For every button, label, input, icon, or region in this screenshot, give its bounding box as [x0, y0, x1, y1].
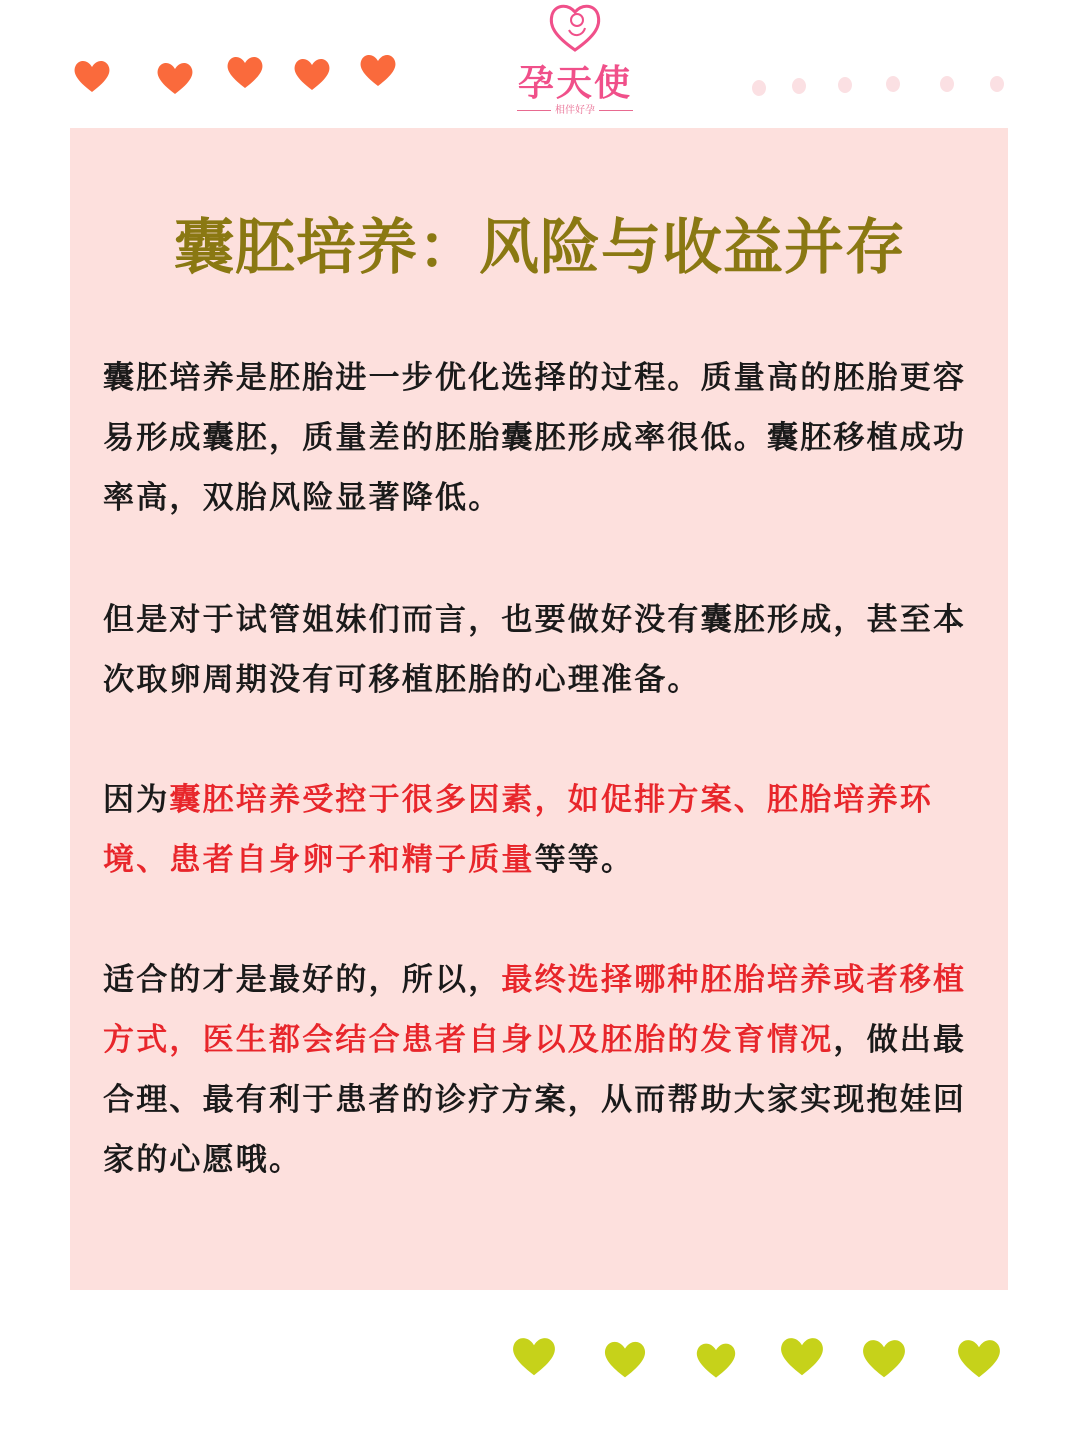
heart-icon [358, 50, 398, 90]
paragraph-1: 囊胚培养是胚胎进一步优化选择的过程。质量高的胚胎更容易形成囊胚，质量差的胚胎囊胚形成率很低。囊胚移植成功率高，双胎风险显著降低。 [103, 360, 967, 516]
text: 因为 [103, 782, 170, 818]
mother-baby-heart-icon [547, 0, 603, 52]
heart-icon [952, 1334, 1006, 1382]
paragraph-3 [103, 770, 988, 890]
heart-icon [858, 1334, 910, 1382]
paragraph-2: 但是对于试管姐妹们而言，也要做好没有囊胚形成，甚至本次取卵周期没有可移植胚胎的心理准备。 [103, 602, 967, 698]
heart-icon [155, 58, 195, 98]
dot-decoration [886, 76, 900, 92]
text: 等等。 [534, 842, 635, 878]
heart-icon [292, 54, 332, 94]
heart-icon [600, 1336, 650, 1382]
brand-logo [505, 0, 645, 120]
highlighted-text: 囊胚培养受控于很多因素，如促排方案、胚胎培养环境、患者自身卵子和精子质量 [103, 782, 934, 878]
paragraph-4 [103, 950, 988, 1190]
logo-name: 孕天使 [517, 63, 632, 104]
dot-decoration [792, 78, 806, 94]
highlighted-text: 最终选择哪种胚胎培养或者移植方式，医生都会结合患者自身以及胚胎的发育情况 [103, 962, 967, 1058]
heart-icon [72, 56, 112, 96]
logo-tagline: 相伴好孕 [505, 101, 645, 116]
text: ，做出最合理、最有利于患者的诊疗方案，从而帮助大家实现抱娃回家的心愿哦。 [103, 1022, 967, 1178]
dot-decoration [838, 77, 852, 93]
dot-decoration [990, 76, 1004, 92]
dot-decoration [752, 80, 766, 96]
page-title: 囊胚培养：风险与收益并存 [174, 213, 906, 283]
heart-icon [776, 1332, 828, 1380]
heart-icon [692, 1338, 740, 1382]
dot-decoration [940, 76, 954, 92]
heart-icon [225, 52, 265, 92]
heart-icon [508, 1332, 560, 1380]
text: 适合的才是最好的，所以， [103, 962, 502, 998]
